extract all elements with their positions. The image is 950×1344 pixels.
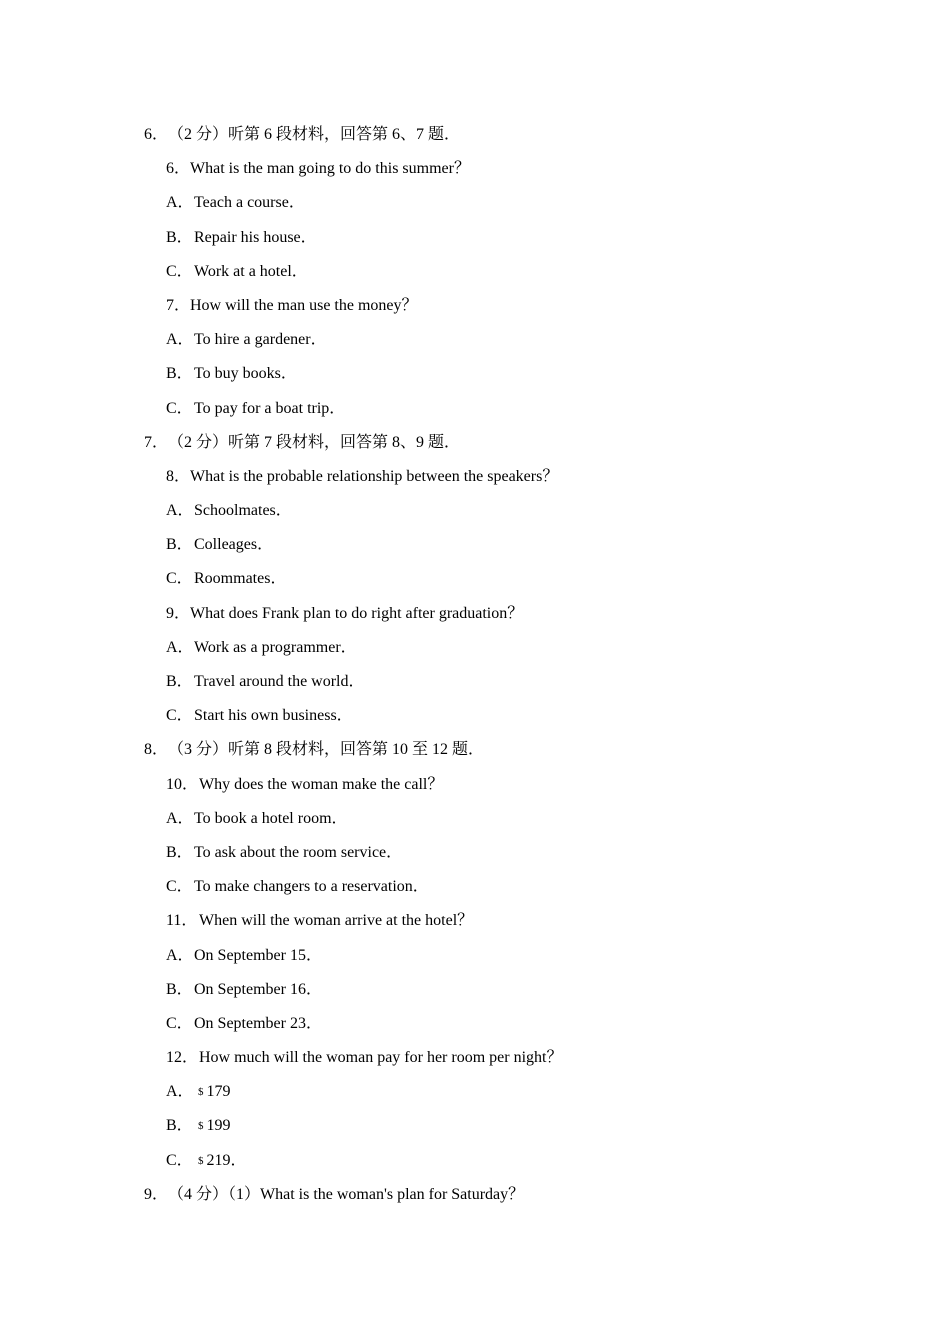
section-number: 9． (144, 1185, 169, 1203)
option-text: Schoolmates． (194, 502, 292, 520)
option-letter: B． (166, 228, 193, 246)
currency-symbol: $ (198, 1120, 204, 1133)
option-text: Colleages． (194, 536, 274, 554)
currency-symbol: $ (198, 1086, 204, 1099)
question-text: What does Frank plan to do right after graduation？ (190, 604, 524, 622)
question (0, 289, 950, 323)
answer-option (0, 562, 950, 596)
section-header (0, 118, 950, 152)
option-letter: C． (166, 1014, 193, 1032)
option-text: On September 23． (194, 1014, 322, 1032)
question-number: 12． (166, 1049, 199, 1067)
question-number: 7． (166, 296, 191, 314)
question (0, 1041, 950, 1075)
section-instruction: （2 分）听第 6 段材料，回答第 6、7 题． (168, 126, 461, 143)
answer-option (0, 494, 950, 528)
option-text: To book a hotel room． (194, 809, 348, 827)
question (0, 768, 950, 802)
option-text: To pay for a boat trip． (194, 399, 346, 417)
answer-option (0, 528, 950, 562)
answer-option (0, 939, 950, 973)
question-text: What is the man going to do this summer？ (190, 160, 470, 178)
option-letter: A． (166, 1083, 194, 1101)
section-number: 7． (144, 433, 169, 451)
answer-option (0, 323, 950, 357)
option-letter: A． (166, 502, 194, 520)
answer-option (0, 255, 950, 289)
option-letter: C． (166, 570, 193, 588)
option-letter: A． (166, 194, 194, 212)
answer-option (0, 802, 950, 836)
question-number: 6． (166, 160, 191, 178)
option-text: 199 (206, 1117, 231, 1135)
answer-option (0, 1075, 950, 1109)
question-text: How much will the woman pay for her room per night？ (199, 1049, 563, 1067)
question (0, 152, 950, 186)
question (0, 597, 950, 631)
option-letter: B． (166, 843, 193, 861)
answer-option (0, 186, 950, 220)
option-letter: A． (166, 809, 194, 827)
answer-option (0, 973, 950, 1007)
section-number: 8． (144, 741, 169, 759)
option-text: Work as a programmer． (194, 638, 357, 656)
answer-option (0, 1144, 950, 1178)
option-text: 219． (206, 1151, 247, 1169)
option-text: To ask about the room service． (194, 843, 403, 861)
option-letter: B． (166, 980, 193, 998)
option-text: On September 16． (194, 980, 322, 998)
answer-option (0, 221, 950, 255)
option-letter: B． (166, 1117, 193, 1135)
listening-section (0, 118, 950, 1212)
option-text: 179 (206, 1083, 231, 1101)
option-text: Start his own business． (194, 707, 353, 725)
answer-option (0, 631, 950, 665)
answer-option (0, 665, 950, 699)
option-letter: B． (166, 365, 193, 383)
option-text: To buy books． (194, 365, 297, 383)
option-text: Travel around the world． (194, 673, 365, 690)
section-number: 6． (144, 126, 169, 143)
answer-option (0, 1109, 950, 1143)
option-text: Work at a hotel． (194, 262, 308, 280)
question-text: What is the probable relationship between the speakers？ (190, 467, 559, 485)
section-instruction: （4 分）（1）What is the woman's plan for Saturday？ (168, 1185, 525, 1203)
section-header (0, 426, 950, 460)
section-header (0, 733, 950, 767)
option-letter: B． (166, 536, 193, 554)
question (0, 460, 950, 494)
question-number: 9． (166, 604, 191, 622)
answer-option (0, 699, 950, 733)
question (0, 904, 950, 938)
option-letter: A． (166, 638, 194, 656)
option-text: Repair his house． (194, 228, 317, 246)
question-number: 11． (166, 912, 198, 930)
option-text: Roommates． (194, 570, 287, 588)
option-letter: C． (166, 399, 193, 417)
option-text: To make changers to a reservation． (194, 878, 429, 896)
option-letter: A． (166, 946, 194, 964)
option-text: To hire a gardener． (194, 331, 327, 349)
option-letter: B． (166, 673, 193, 690)
answer-option (0, 836, 950, 870)
question-text: Why does the woman make the call？ (199, 775, 444, 793)
option-letter: A． (166, 331, 194, 349)
section-instruction: （2 分）听第 7 段材料，回答第 8、9 题． (168, 433, 461, 451)
question-number: 8． (166, 467, 191, 485)
option-letter: C． (166, 707, 193, 725)
currency-symbol: $ (198, 1154, 204, 1167)
answer-option (0, 392, 950, 426)
option-text: On September 15． (194, 946, 322, 964)
question-text: When will the woman arrive at the hotel？ (199, 912, 474, 930)
section-instruction: （3 分）听第 8 段材料，回答第 10 至 12 题． (168, 741, 485, 759)
option-letter: C． (166, 262, 193, 280)
section-header (0, 1178, 950, 1212)
answer-option (0, 1007, 950, 1041)
option-letter: C． (166, 1151, 193, 1169)
answer-option (0, 357, 950, 391)
question-text: How will the man use the money？ (190, 296, 418, 314)
answer-option (0, 870, 950, 904)
question-number: 10． (166, 775, 199, 793)
option-text: Teach a course． (194, 194, 305, 212)
option-letter: C． (166, 878, 193, 896)
